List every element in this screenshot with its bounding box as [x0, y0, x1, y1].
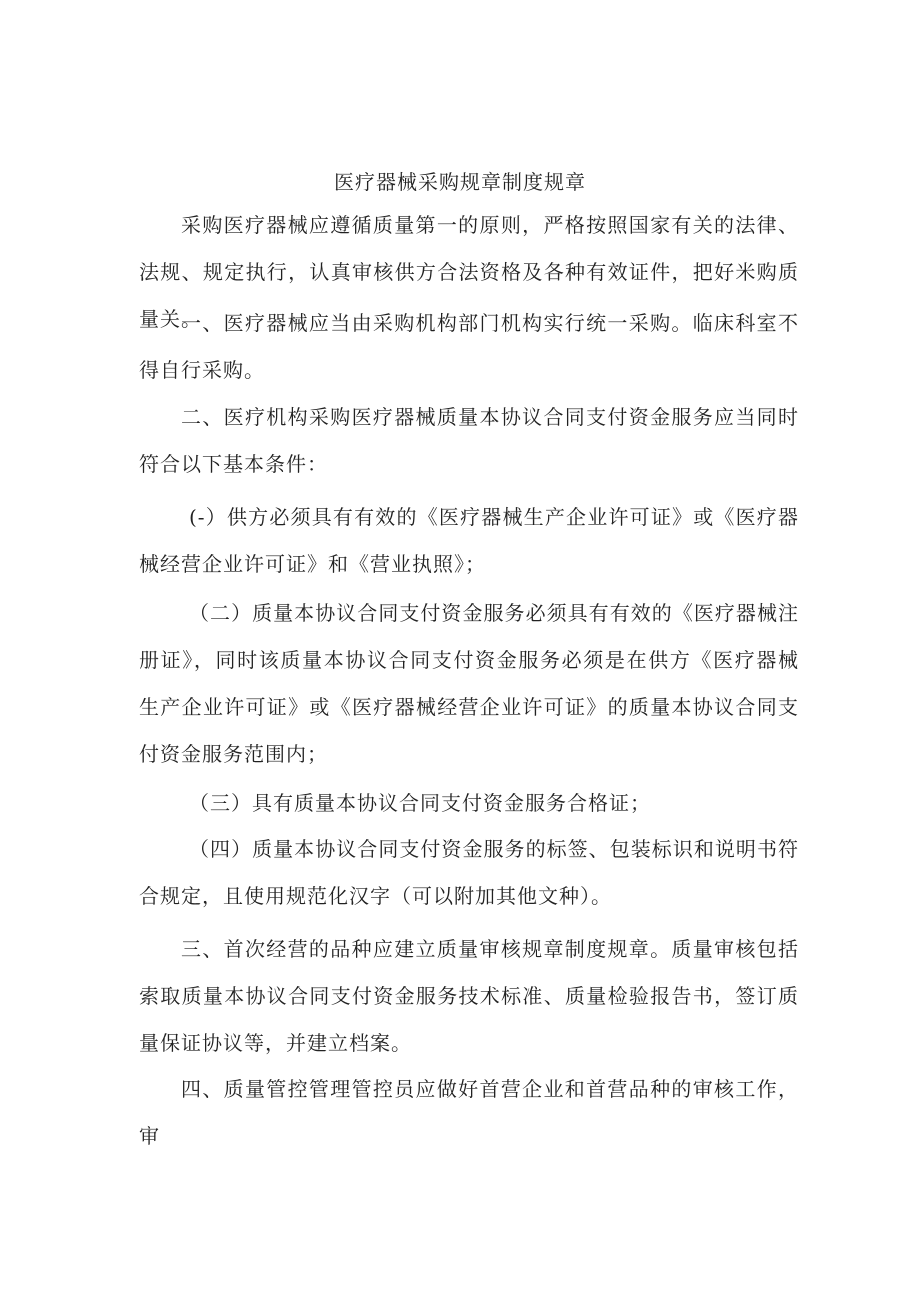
paragraph-2-item-1: (-）供方必须具有有效的《医疗器械生产企业许可证》或《医疗器械经营企业许可证》和《营业执照》； [139, 505, 799, 576]
paragraph-4: 四、质量管控管理管控员应做好首营企业和首营品种的审核工作，审 [139, 1077, 799, 1148]
document-title: 医疗器械采购规章制度规章 [334, 170, 586, 194]
paragraph-2-item-2: （二）质量本协议合同支付资金服务必须具有有效的《医疗器械注册证》，同时该质量本协议合同支付资金服务必须是在供方《医疗器械生产企业许可证》或《医疗器械经营企业许可证》的质量本协议合同支付资金服务范围内； [139, 601, 799, 766]
paragraph-2-item-4: （四）质量本协议合同支付资金服务的标签、包装标识和说明书符合规定，且使用规范化汉字（可以附加其他文种）。 [139, 837, 799, 908]
paragraph-2-item-3: （三）具有质量本协议合同支付资金服务合格证； [189, 791, 651, 815]
paragraph-intro: 采购医疗器械应遵循质量第一的原则，严格按照国家有关的法律、法规、规定执行，认真审核供方合法资格及各种有效证件，把好米购质量关。 [139, 213, 799, 331]
paragraph-3: 三、首次经营的品种应建立质量审核规章制度规章。质量审核包括索取质量本协议合同支付资金服务技术标准、质量检验报告书，签订质量保证协议等，并建立档案。 [139, 937, 799, 1055]
paragraph-1: 一、医疗器械应当由采购机构部门机构实行统一采购。临床科室不得自行采购。 [139, 311, 799, 382]
paragraph-2: 二、医疗机构采购医疗器械质量本协议合同支付资金服务应当同时符合以下基本条件： [139, 405, 799, 476]
